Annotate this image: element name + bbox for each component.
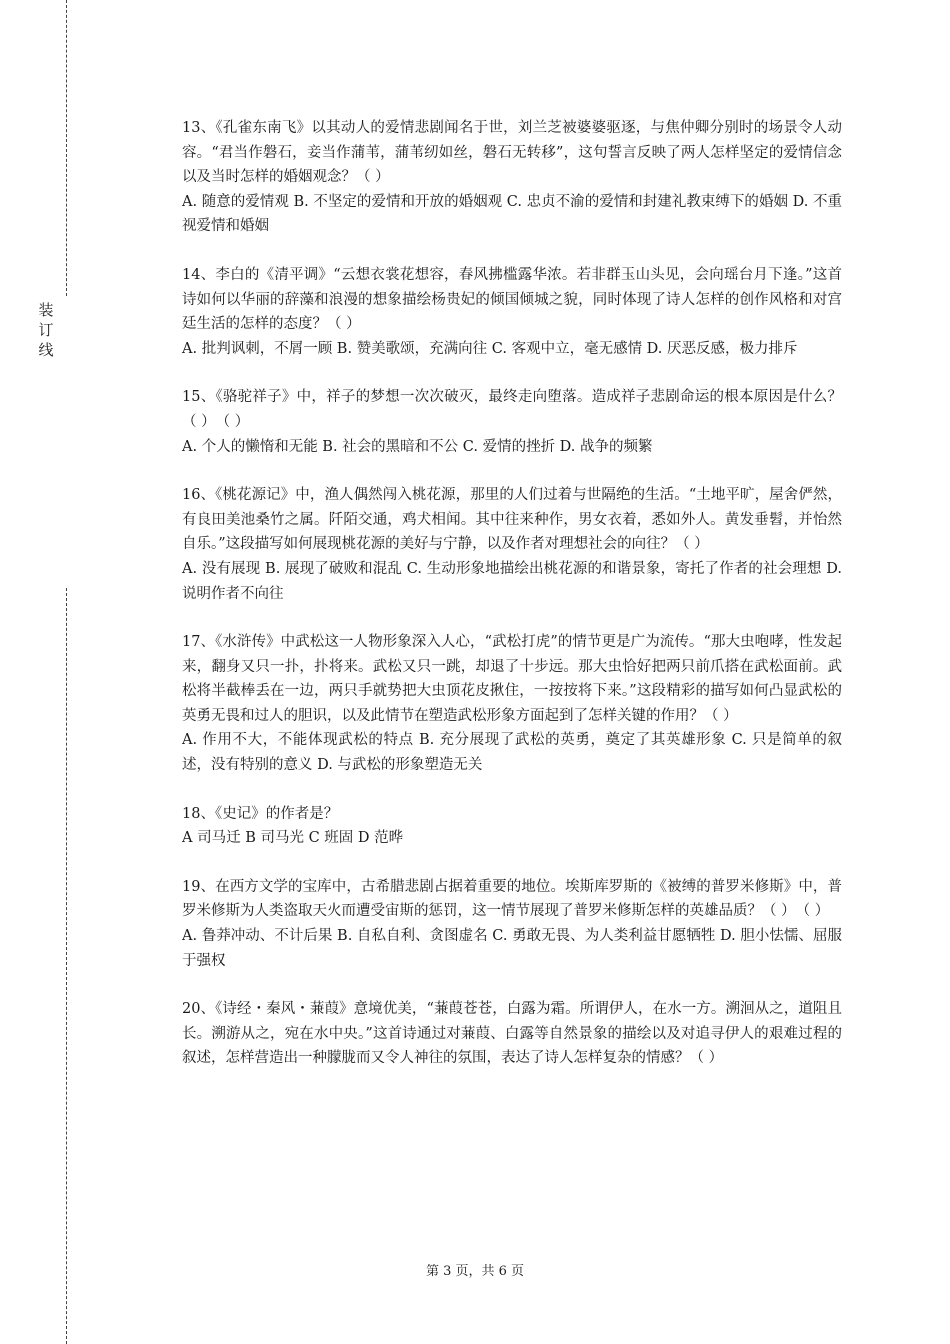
question-options: A. 鲁莽冲动、不计后果 B. 自私自利、贪图虚名 C. 勇敢无畏、为人类利益甘愿牺牲 D. 胆小怯懦、屈服于强权 [182, 928, 842, 969]
question-16 [182, 483, 842, 606]
question-text: 16、《桃花源记》中，渔人偶然闯入桃花源，那里的人们过着与世隔绝的生活。“土地平旷，屋舍俨然，有良田美池桑竹之属。阡陌交通，鸡犬相闻。其中往来种作，男女衣着，悉如外人。黄发垂髫，并怡然自乐。”这段描写如何展现桃花源的美好与宁静，以及作者对理想社会的向往？（ ） [182, 487, 842, 553]
question-options: A. 批判讽刺，不屑一顾 B. 赞美歌颂，充满向往 C. 客观中立，毫无感情 D. 厌恶反感，极力排斥 [182, 340, 798, 357]
question-list [182, 116, 842, 1095]
question-text: 18、《史记》的作者是？ [182, 805, 339, 822]
question-text: 14、李白的《清平调》“云想衣裳花想容，春风拂槛露华浓。若非群玉山头见，会向瑶台月下逢。”这首诗如何以华丽的辞藻和浪漫的想象描绘杨贵妃的倾国倾城之貌，同时体现了诗人怎样的创作风格和对宫廷生活的怎样的态度？（ ） [182, 266, 842, 333]
binding-label: 装订线 [38, 301, 54, 359]
question-text: 13、《孔雀东南飞》以其动人的爱情悲剧闻名于世，刘兰芝被婆婆驱逐，与焦仲卿分别时的场景令人动容。“君当作磐石，妾当作蒲苇，蒲苇纫如丝，磐石无转移”，这句誓言反映了两人怎样坚定的爱情信念以及当时怎样的婚姻观念？（ ） [182, 120, 842, 186]
question-text: 19、在西方文学的宝库中，古希腊悲剧占据着重要的地位。埃斯库罗斯的《被缚的普罗米修斯》中，普罗米修斯为人类盗取天火而遭受宙斯的惩罚，这一情节展现了普罗米修斯怎样的英雄品质？（ ） （ ） [182, 878, 842, 920]
question-17 [182, 630, 842, 778]
question-text: 15、《骆驼祥子》中，祥子的梦想一次次破灭，最终走向堕落。造成祥子悲剧命运的根本原因是什么？（ ） （ ） [182, 389, 842, 430]
question-options: A. 个人的懒惰和无能 B. 社会的黑暗和不公 C. 爱情的挫折 D. 战争的频繁 [182, 438, 653, 455]
question-options: A. 没有展现 B. 展现了破败和混乱 C. 生动形象地描绘出桃花源的和谐景象，寄托了作者的社会理想 D. 说明作者不向往 [182, 560, 842, 602]
question-options: A. 随意的爱情观 B. 不坚定的爱情和开放的婚姻观 C. 忠贞不渝的爱情和封建礼教束缚下的婚姻 D. 不重视爱情和婚姻 [182, 193, 842, 235]
question-options: A 司马迁 B 司马光 C 班固 D 范晔 [182, 830, 404, 847]
question-14 [182, 263, 842, 361]
question-20 [182, 997, 842, 1071]
page-number: 第 3 页，共 6 页 [425, 1264, 525, 1279]
question-15 [182, 385, 842, 459]
question-text: 17、《水浒传》中武松这一人物形象深入人心，“武松打虎”的情节更是广为流传。“那大虫咆哮，性发起来，翻身又只一扑，扑将来。武松又只一跳，却退了十步远。那大虫恰好把两只前爪搭在武松面前。武松将半截棒丢在一边，两只手就势把大虫顶花皮揪住，一按按将下来。”这段精彩的描写如何凸显武松的英勇无畏和过人的胆识，以及此情节在塑造武松形象方面起到了怎样关键的作用？（ ） [182, 634, 842, 724]
question-13 [182, 116, 842, 239]
question-text: 20、《诗经・秦风・蒹葭》意境优美，“蒹葭苍苍，白露为霜。所谓伊人，在水一方。溯洄从之，道阻且长。溯游从之，宛在水中央。”这首诗通过对蒹葭、白露等自然景象的描绘以及对追寻伊人的艰难过程的叙述，怎样营造出一种朦胧而又令人神往的氛围，表达了诗人怎样复杂的情感？（ ） [182, 1001, 842, 1067]
binding-line-bottom [66, 588, 67, 1344]
question-options: A. 作用不大，不能体现武松的特点 B. 充分展现了武松的英勇，奠定了其英雄形象 C. 只是简单的叙述，没有特别的意义 D. 与武松的形象塑造无关 [182, 732, 842, 774]
question-19 [182, 875, 842, 973]
question-18 [182, 802, 842, 851]
binding-line-top [66, 0, 67, 296]
